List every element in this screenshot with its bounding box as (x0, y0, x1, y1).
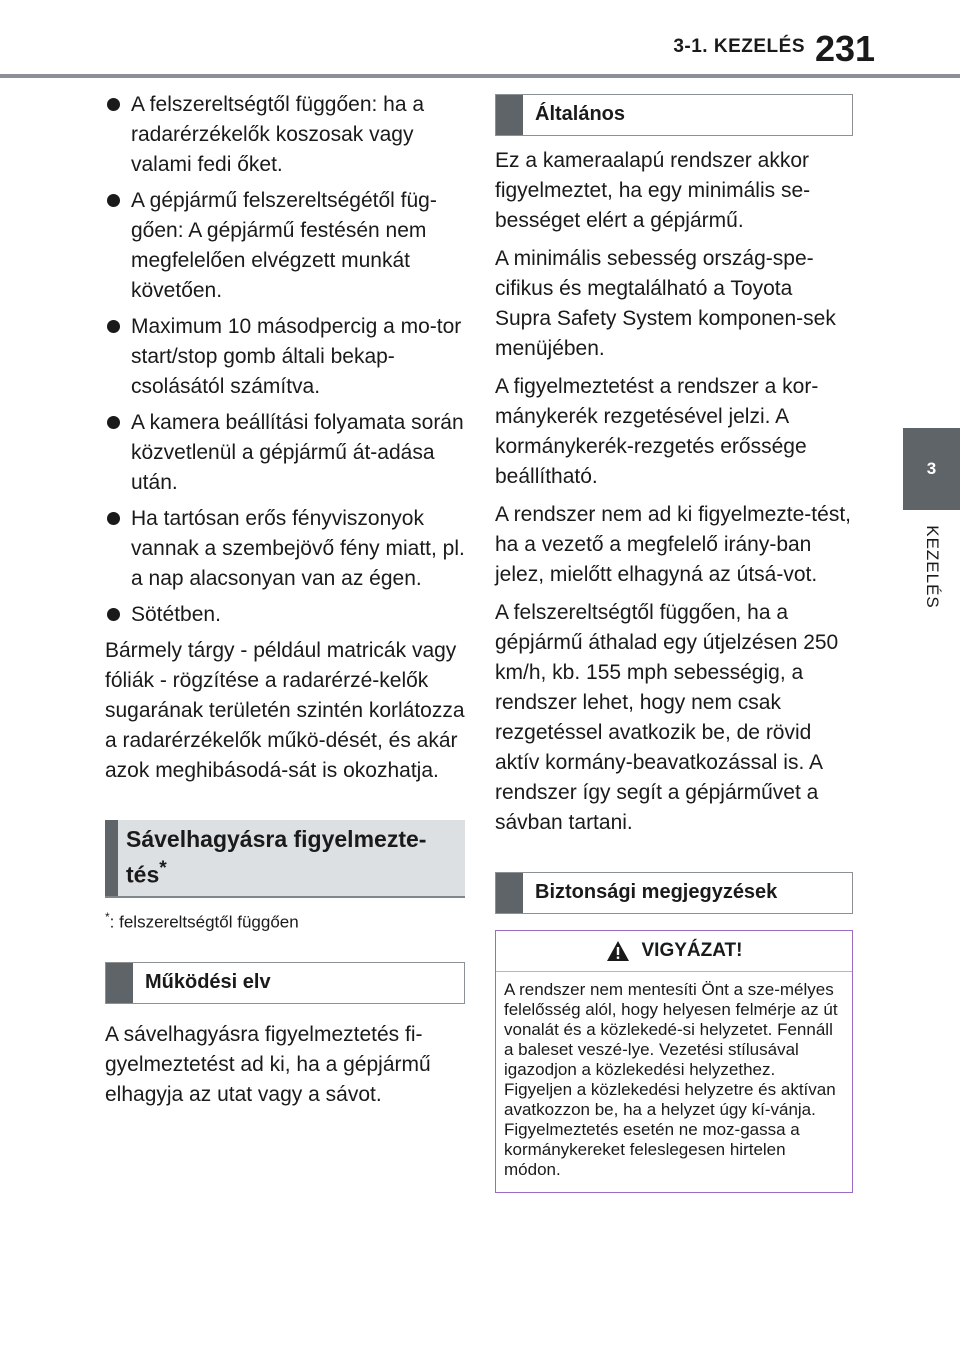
chapter-label-text: KEZELÉS (922, 525, 942, 609)
subhead-title: Biztonsági megjegyzések (535, 881, 778, 903)
condition-list (105, 90, 465, 630)
list-item: Maximum 10 másodpercig a mo-tor start/stop gomb általi bekap-csolásától számítva. (105, 312, 465, 402)
section-title-bar (105, 820, 118, 896)
left-column (105, 90, 465, 1118)
subhead-bar (106, 963, 133, 1003)
list-item: A kamera beállítási folyamata során közvetlenül a gépjármű át-adása után. (105, 408, 465, 498)
warning-box (495, 930, 853, 1193)
warning-text: A rendszer nem mentesíti Önt a sze-mélyes felelősség alól, hogy helyesen felmérje az út vonalát és a közlekedé-si helyzetet. Fennáll a baleset veszé-lye. Vezetési stílusával igazodjon a közlekedési helyzethez. Figyeljen a közlekedési helyzetre és aktívan avatkozzon be, ha a helyzet úgy kí-vánja. Figyelmeztetés esetén ne moz-gassa a kormánykereket feleslegesen hirtelen módon. (504, 980, 838, 1179)
chapter-tab[interactable] (903, 428, 960, 510)
body-paragraph: A felszereltségtől függően, ha a gépjármű áthalad egy útjelzésen 250 km/h, kb. 155 mph sebességig, a rendszer lehet, hogy nem csak rezgetéssel avatkozik be, de rövid aktív kormány-beavatkozással is. A rendszer így segít a gépjárművet a sávban tartani. (495, 601, 839, 834)
list-item: Ha tartósan erős fényviszonyok vannak a szembejövő fény miatt, pl. a nap alacsonyan van az égen. (105, 504, 465, 594)
subhead-operating-principle (105, 962, 465, 1004)
bullet-icon (107, 608, 120, 621)
subhead-safety (495, 872, 853, 914)
section-header: 3-1. KEZELÉS (673, 36, 805, 57)
subhead-general (495, 94, 853, 136)
chapter-number: 3 (926, 459, 937, 478)
body-paragraph: A rendszer nem ad ki figyelmezte-tést, ha a vezető a megfelelő irány-ban jelez, mielőtt elhagyná az útsá-vot. (495, 503, 851, 586)
footnote: *: felszereltségtől függően (105, 909, 299, 932)
general-text (495, 146, 853, 838)
right-column (495, 94, 853, 1193)
chapter-label (903, 512, 960, 622)
bullet-icon (107, 98, 120, 111)
header-divider (0, 74, 960, 78)
side-strip-top (903, 0, 960, 74)
body-paragraph: A minimális sebesség ország-spe-cifikus és megtalálható a Toyota Supra Safety System komponen-sek menüjében. (495, 247, 836, 360)
list-item: A felszereltségtől függően: ha a radarérzékelők koszosak vagy valami fedi őket. (105, 90, 465, 180)
subhead-bar (496, 95, 523, 135)
bullet-icon (107, 416, 120, 429)
subhead-title: Működési elv (145, 971, 271, 994)
body-paragraph: A sávelhagyásra figyelmeztetés fi-gyelmeztetést ad ki, ha a gépjármű elhagyja az utat vagy a sávot. (105, 1023, 431, 1107)
subhead-bar (496, 873, 523, 913)
body-paragraph: Ez a kameraalapú rendszer akkor figyelmeztet, ha egy minimális se-bességet elért a gépjármű. (495, 149, 811, 232)
body-paragraph: A figyelmeztetést a rendszer a kor-mánykerék rezgetésével jelzi. A kormánykerék-rezgetés erőssége beállítható. (495, 375, 819, 488)
bullet-icon (107, 512, 120, 525)
body-paragraph: Bármely tárgy - például matricák vagy fóliák - rögzítése a radarérzé-kelők sugarának területén szintén korlátozza a radarérzékelők műkö-dését, és akár azok meghibásodá-sát is okozhatja. (105, 639, 465, 782)
list-item: A gépjármű felszereltségétől füg-gően: A gépjármű festésén nem megfelelően elvégzett munkát követően. (105, 186, 465, 306)
warning-icon (606, 940, 630, 962)
list-item: Sötétben. (105, 600, 465, 630)
section-title: Sávelhagyásra figyelmezte-tés* (126, 826, 427, 888)
subhead-title: Általános (535, 103, 626, 125)
warning-header (496, 931, 852, 972)
bullet-icon (107, 194, 120, 207)
warning-title: VIGYÁZAT! (641, 940, 743, 961)
bullet-icon (107, 320, 120, 333)
page-number: 231 (815, 28, 876, 69)
section-title-box (105, 820, 465, 898)
